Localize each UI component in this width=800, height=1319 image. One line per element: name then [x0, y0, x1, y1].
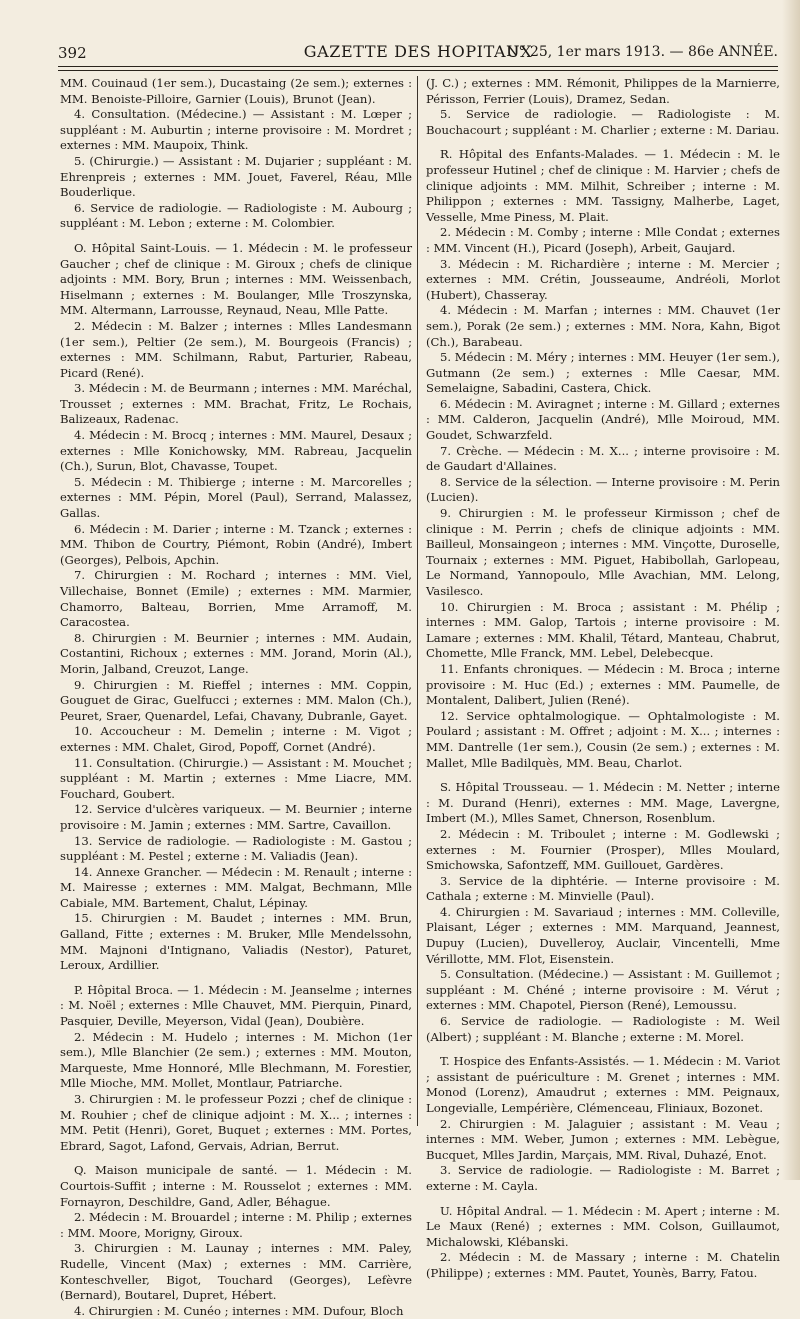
page-edge-stain	[782, 0, 800, 1180]
left-column	[60, 76, 412, 1319]
paragraph: 5. (Chirurgie.) — Assistant : M. Dujarier ; suppléant : M. Ehrenpreis ; externes : MM. Jouet, Faverel, Réau, Mlle Bouderlique.	[60, 153, 412, 200]
page-header	[58, 42, 778, 64]
page-number: 392	[58, 44, 87, 62]
paragraph: 3. Service de radiologie. — Radiologiste : M. Barret ; externe : M. Cayla.	[426, 1163, 780, 1193]
paragraph: 6. Médecin : M. Aviragnet ; interne : M. Gillard ; externes : MM. Calderon, Jacquelin (André), Mlle Moiroud, MM. Goudet, Schwarzfeld.	[426, 396, 780, 443]
paragraph: 5. Consultation. (Médecine.) — Assistant : M. Guillemot ; suppléant : M. Chéné ; interne provisoire : M. Vérut ; externes : MM. Chapotel, Pierson (René), Lemoussu.	[426, 967, 780, 1013]
paragraph: (J. C.) ; externes : MM. Rémonit, Philippes de la Marnierre, Périsson, Ferrier (Louis), Dramez, Sedan.	[426, 76, 780, 106]
paragraph: 10. Chirurgien : M. Broca ; assistant : M. Phélip ; internes : MM. Galop, Tartois ; interne provisoire : M. Lamare ; externes : MM. Khalil, Tétard, Manteau, Chabrut, Chomette, Mlle Franck, MM. Lebel, Delebecque.	[426, 599, 780, 661]
paragraph: 12. Service d'ulcères variqueux. — M. Beurnier ; interne provisoire : M. Jamin ; externes : MM. Sartre, Cavaillon.	[60, 802, 412, 832]
right-column	[426, 76, 780, 1282]
paragraph: 10. Accoucheur : M. Demelin ; interne : M. Vigot ; externes : MM. Chalet, Girod, Popoff, Cornet (André).	[60, 724, 412, 754]
paragraph: 6. Médecin : M. Darier ; interne : M. Tzanck ; externes : MM. Thibon de Courtry, Piémont, Robin (André), Imbert (Georges), Pelbois, Apchin.	[60, 521, 412, 567]
journal-title: GAZETTE DES HOPITAUX	[303, 42, 533, 61]
paragraph: 13. Service de radiologie. — Radiologiste : M. Gastou ; suppléant : M. Pestel ; externe : M. Valiadis (Jean).	[60, 833, 412, 864]
header-rule	[58, 66, 778, 67]
paragraph: 12. Service ophtalmologique. — Ophtalmologiste : M. Poulard ; assistant : M. Offret ; adjoint : M. X... ; internes : MM. Dantrelle (1er sem.), Cousin (2e sem.) ; externes : M. Mallet, Mlle Badilquès, MM. Beau, Charlot.	[426, 708, 780, 770]
paragraph: 3. Chirurgien : M. le professeur Pozzi ; chef de clinique : M. Rouhier ; chef de clinique adjoint : M. X... ; internes : MM. Petit (Henri), Goret, Buquet ; externes : MM. Portes, Ebrard, Sagot, Lafond, Gervais, Adrian, Berrut.	[60, 1092, 412, 1153]
paragraph: 9. Chirurgien : M. le professeur Kirmisson ; chef de clinique : M. Perrin ; chefs de clinique adjoints : MM. Bailleul, Monsaingeon ; internes : MM. Vinçotte, Duroselle, Tournaix ; externes : MM. Piguet, Habibollah, Garlopeau, Le Normand, Yannopoulo, Mlle Avachian, MM. Lelong, Vasilesco.	[426, 506, 780, 598]
paragraph: 6. Service de radiologie. — Radiologiste : M. Aubourg ; suppléant : M. Lebon ; externe : M. Colombier.	[60, 200, 412, 231]
paragraph: 9. Chirurgien : M. Rieffel ; internes : MM. Coppin, Gouguet de Girac, Guelfucci ; externes : MM. Malon (Ch.), Peuret, Sraer, Quenardel, Lefai, Chavany, Dubranle, Gayet.	[60, 677, 412, 723]
issue-info: N° 25, 1er mars 1913. — 86e ANNÉE.	[506, 44, 778, 60]
paragraph: S. Hôpital Trousseau. — 1. Médecin : M. Netter ; interne : M. Durand (Henri), externes : MM. Mage, Lavergne, Imbert (M.), Mlles Samet, Chnerson, Rosenblum.	[426, 780, 780, 826]
paragraph: MM. Couinaud (1er sem.), Ducastaing (2e sem.); externes : MM. Benoiste-Pilloire, Garnier (Louis), Brunot (Jean).	[60, 76, 412, 106]
paragraph: 4. Médecin : M. Brocq ; internes : MM. Maurel, Desaux ; externes : Mlle Konichowsky, MM. Rabreau, Jacquelin (Ch.), Surun, Blot, Chavasse, Toupet.	[60, 428, 412, 474]
paragraph: 4. Chirurgien : M. Cunéo ; internes : MM. Dufour, Bloch	[74, 1303, 404, 1318]
paragraph: 8. Chirurgien : M. Beurnier ; internes : MM. Audain, Costantini, Richoux ; externes : MM. Jorand, Morin (Al.), Morin, Jalband, Creuzot, Lange.	[60, 630, 412, 676]
paragraph: 2. Médecin : M. Brouardel ; interne : M. Philip ; externes : MM. Moore, Morigny, Giroux.	[60, 1210, 412, 1240]
paragraph: 6. Service de radiologie. — Radiologiste : M. Weil (Albert) ; suppléant : M. Blanche ; externe : M. Morel.	[426, 1014, 780, 1044]
paragraph: 5. Service de radiologie. — Radiologiste : M. Bouchacourt ; suppléant : M. Charlier ; externe : M. Dariau.	[426, 107, 780, 137]
paragraph: 4. Consultation. (Médecine.) — Assistant : M. Lœper ; suppléant : M. Auburtin ; interne provisoire : M. Mordret ; externes : MM. Maupoix, Think.	[60, 107, 412, 153]
paragraph: T. Hospice des Enfants-Assistés. — 1. Médecin : M. Variot ; assistant de puériculture : M. Grenet ; internes : MM. Monod (Lorenz), Amaudrut ; externes : MM. Peignaux, Longevialle, Lempérière, Clémenceau, Fliniaux, Bozonet.	[426, 1054, 780, 1115]
paragraph: 3. Médecin : M. de Beurmann ; internes : MM. Maréchal, Trousset ; externes : MM. Brachat, Fritz, Le Rochais, Balizeaux, Radenac.	[60, 381, 412, 427]
paragraph: 2. Médecin : M. de Massary ; interne : M. Chatelin (Philippe) ; externes : MM. Pautet, Younès, Barry, Fatou.	[426, 1250, 780, 1280]
paragraph: U. Hôpital Andral. — 1. Médecin : M. Apert ; interne : M. Le Maux (René) ; externes : MM. Colson, Guillaumot, Michalowski, Klébanski.	[426, 1203, 780, 1249]
paragraph: 5. Médecin : M. Thibierge ; interne : M. Marcorelles ; externes : MM. Pépin, Morel (Paul), Serrand, Malassez, Gallas.	[60, 474, 412, 521]
paragraph: 11. Consultation. (Chirurgie.) — Assistant : M. Mouchet ; suppléant : M. Martin ; externes : Mme Liacre, MM. Fouchard, Goubert.	[60, 755, 412, 801]
paragraph: 7. Crèche. — Médecin : M. X... ; interne provisoire : M. de Gaudart d'Allaines.	[426, 443, 780, 474]
paragraph: 4. Médecin : M. Marfan ; internes : MM. Chauvet (1er sem.), Porak (2e sem.) ; externes : MM. Nora, Kahn, Bigot (Ch.), Barabeau.	[426, 303, 780, 349]
paragraph: 14. Annexe Grancher. — Médecin : M. Renault ; interne : M. Mairesse ; externes : MM. Malgat, Bechmann, Mlle Cabiale, MM. Bartement, Chalut, Lépinay.	[60, 864, 412, 910]
paragraph: 2. Médecin : M. Comby ; interne : Mlle Condat ; externes : MM. Vincent (H.), Picard (Joseph), Arbeit, Gaujard.	[426, 225, 780, 255]
paragraph: 11. Enfants chroniques. — Médecin : M. Broca ; interne provisoire : M. Huc (Ed.) ; externes : MM. Paumelle, de Montalent, Dalibert, Julien (René).	[426, 661, 780, 708]
paragraph: 3. Service de la diphtérie. — Interne provisoire : M. Cathala ; externe : M. Minvielle (Paul).	[426, 873, 780, 904]
paragraph: 8. Service de la sélection. — Interne provisoire : M. Perin (Lucien).	[426, 474, 780, 505]
paragraph: P. Hôpital Broca. — 1. Médecin : M. Jeanselme ; internes : M. Noël ; externes : Mlle Chauvet, MM. Pierquin, Pinard, Pasquier, Deville, Meyerson, Vidal (Jean), Doubière.	[60, 982, 412, 1029]
paragraph: 5. Médecin : M. Méry ; internes : MM. Heuyer (1er sem.), Gutmann (2e sem.) ; externes : Mlle Caesar, MM. Semelaigne, Sabadini, Castera, Chick.	[426, 350, 780, 396]
paragraph: 4. Chirurgien : M. Savariaud ; internes : MM. Colleville, Plaisant, Léger ; externes : MM. Marquand, Jeannest, Dupuy (Lucien), Duvelleroy, Auclair, Vincentelli, Mme Vérillotte, MM. Flot, Eisenstein.	[426, 904, 780, 966]
paragraph: 3. Chirurgien : M. Launay ; internes : MM. Paley, Rudelle, Vincent (Max) ; externes : MM. Carrière, Konteschveller, Bigot, Touchard (Georges), Lefèvre (Bernard), Boutarel, Dupret, Hébert.	[60, 1241, 412, 1303]
paragraph: 2. Médecin : M. Triboulet ; interne : M. Godlewski ; externes : M. Fournier (Prosper), Mlles Moulard, Smichowska, Safontzeff, MM. Guillouet, Gardères.	[426, 826, 780, 873]
paragraph: 2. Médecin : M. Hudelo ; internes : M. Michon (1er sem.), Mlle Blanchier (2e sem.) ; externes : MM. Mouton, Marqueste, Mme Honnoré, Mlle Blechmann, M. Forestier, Mlle Mioche, MM. Mollet, Montlaur, Patriarche.	[60, 1029, 412, 1091]
paragraph: 7. Chirurgien : M. Rochard ; internes : MM. Viel, Villechaise, Bonnet (Emile) ; externes : MM. Marmier, Chamorro, Balteau, Borrien, Mme Arramoff, M. Caracostea.	[60, 568, 412, 630]
paragraph: O. Hôpital Saint-Louis. — 1. Médecin : M. le professeur Gaucher ; chef de clinique : M. Giroux ; chefs de clinique adjoints : MM. Bory, Brun ; internes : MM. Weissenbach, Hiselmann ; externes : M. Boulanger, Mlle Troszynska, MM. Altermann, Larrousse, Reynaud, Neau, Mlle Patte.	[60, 240, 412, 318]
column-divider	[417, 76, 418, 1126]
paragraph: 15. Chirurgien : M. Baudet ; internes : MM. Brun, Galland, Fitte ; externes : M. Bruker, Mlle Mendelssohn, MM. Majnoni d'Intignano, Valiadis (Nestor), Paturet, Leroux, Ardillier.	[60, 911, 412, 973]
paragraph: 2. Chirurgien : M. Jalaguier ; assistant : M. Veau ; internes : MM. Weber, Jumon ; externes : MM. Lebègue, Bucquet, Mlles Jardin, Marçais, MM. Rival, Duhazé, Enot.	[426, 1116, 780, 1162]
paragraph: 2. Médecin : M. Balzer ; internes : Mlles Landesmann (1er sem.), Peltier (2e sem.), M. Bourgeois (Francis) ; externes : MM. Schilmann, Rabut, Parturier, Rabeau, Picard (René).	[60, 318, 412, 380]
paragraph: Q. Maison municipale de santé. — 1. Médecin : M. Courtois-Suffit ; interne : M. Rousselot ; externes : MM. Fornayron, Deschildre, Gand, Adler, Béhague.	[60, 1163, 412, 1209]
paragraph: 3. Médecin : M. Richardière ; interne : M. Mercier ; externes : MM. Crétin, Jousseaume, Andréoli, Morlot (Hubert), Chasseray.	[426, 256, 780, 302]
paragraph: R. Hôpital des Enfants-Malades. — 1. Médecin : M. le professeur Hutinel ; chef de clinique : M. Harvier ; chefs de clinique adjoints : MM. Milhit, Schreiber ; interne : M. Philippon ; externes : MM. Tassigny, Malherbe, Laget, Vesselle, Mme Piness, M. Plait.	[426, 147, 780, 224]
header-rule-thin	[58, 70, 778, 71]
